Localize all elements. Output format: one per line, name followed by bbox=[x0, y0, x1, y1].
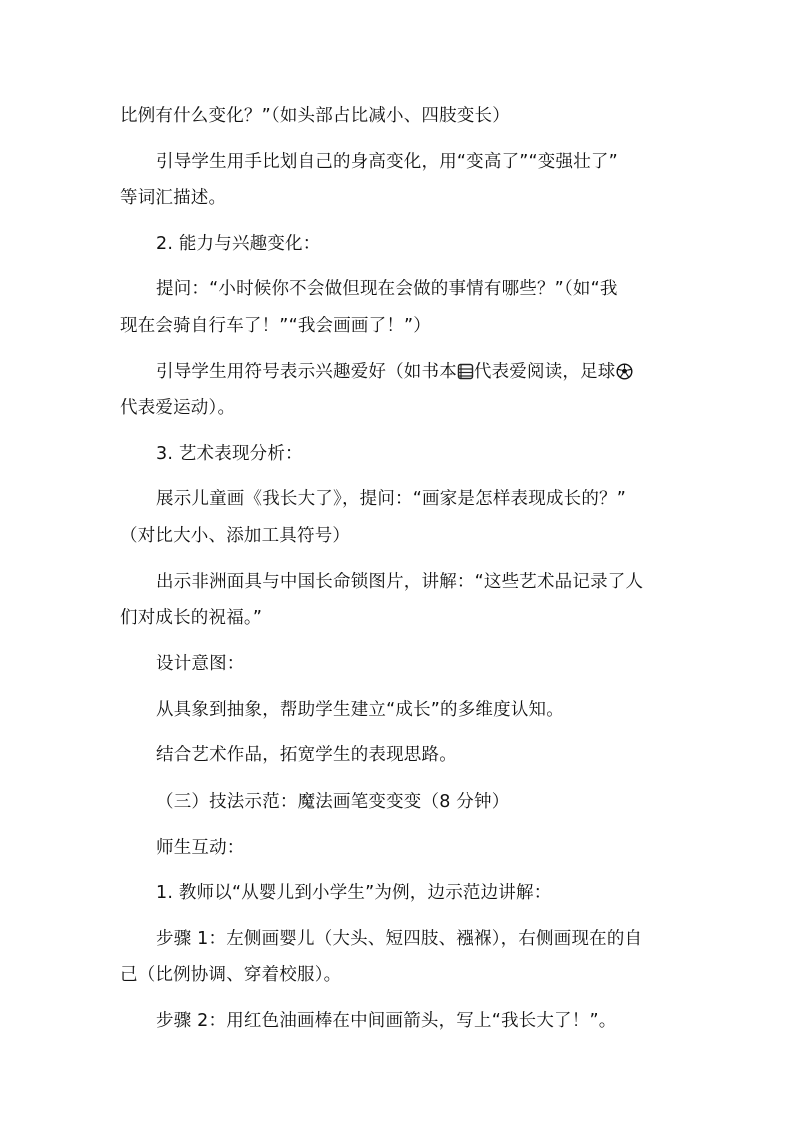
paragraph-line: 代表爱运动）。 bbox=[120, 398, 236, 418]
book-icon bbox=[457, 363, 474, 380]
section-heading: （三）技法示范：魔法画笔变变变（8 分钟） bbox=[156, 792, 510, 812]
soccer-ball-icon bbox=[616, 363, 633, 380]
section-heading: 2. 能力与兴趣变化： bbox=[156, 234, 321, 254]
paragraph-line: （对比大小、添加工具符号） bbox=[120, 526, 351, 546]
paragraph-label: 师生互动： bbox=[156, 838, 245, 858]
paragraph-line: 展示儿童画《我长大了》，提问：“画家是怎样表现成长的？” bbox=[156, 489, 626, 509]
paragraph-line: 1. 教师以“从婴儿到小学生”为例，边示范边讲解： bbox=[156, 883, 552, 903]
paragraph-line: 己（比例协调、穿着校服）。 bbox=[120, 965, 342, 985]
paragraph-line: 步骤 1：左侧画婴儿（大头、短四肢、襁褓），右侧画现在的自 bbox=[156, 929, 643, 949]
paragraph-text: 引导学生用符号表示兴趣爱好（如书本 bbox=[156, 362, 457, 382]
paragraph-text: 代表爱阅读，足球 bbox=[473, 362, 616, 382]
paragraph-line: 步骤 2：用红色油画棒在中间画箭头，写上“我长大了！”。 bbox=[156, 1011, 617, 1031]
paragraph-label: 设计意图： bbox=[156, 654, 245, 674]
paragraph-line: 比例有什么变化？”（如头部占比减小、四肢变长） bbox=[120, 106, 510, 126]
paragraph-line: 现在会骑自行车了！”“我会画画了！”） bbox=[120, 316, 431, 336]
paragraph-line: 提问：“小时候你不会做但现在会做的事情有哪些？”（如“我 bbox=[156, 279, 618, 299]
paragraph-line: 等词汇描述。 bbox=[120, 188, 227, 208]
paragraph-line: 从具象到抽象，帮助学生建立“成长”的多维度认知。 bbox=[156, 700, 564, 720]
paragraph-line: 结合艺术作品，拓宽学生的表现思路。 bbox=[156, 745, 457, 765]
paragraph-line-with-icons bbox=[156, 360, 633, 384]
paragraph-line: 引导学生用手比划自己的身高变化，用“变高了”“变强壮了” bbox=[156, 152, 618, 172]
paragraph-line: 们对成长的祝福。” bbox=[120, 608, 263, 628]
paragraph-line: 出示非洲面具与中国长命锁图片，讲解：“这些艺术品记录了人 bbox=[156, 572, 644, 592]
section-heading: 3. 艺术表现分析： bbox=[156, 444, 303, 464]
